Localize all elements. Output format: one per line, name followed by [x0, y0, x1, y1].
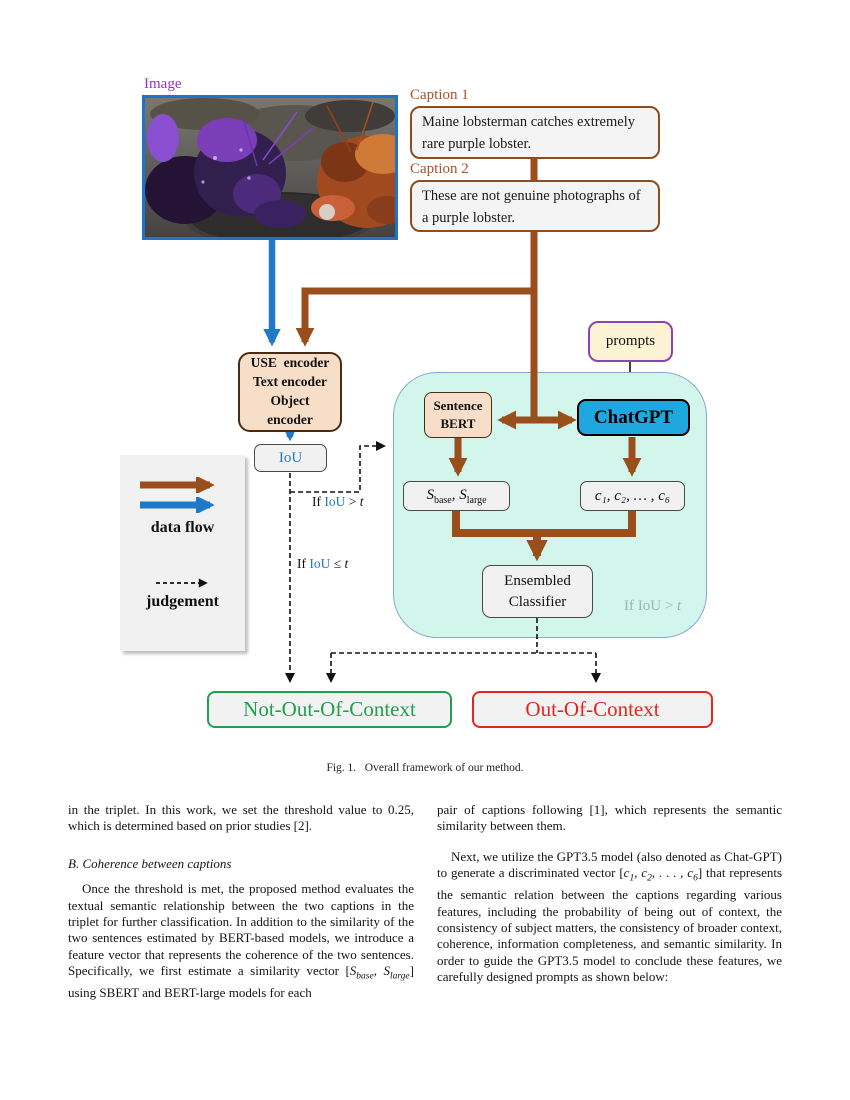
- similarity-vector-box: [403, 481, 510, 511]
- encoder-box: [238, 352, 342, 432]
- paragraph: Next, we utilize the GPT3.5 model (also denoted as Chat-GPT) to generate a discriminated vector [$c_1$, $c_2$, . . . , $c_6$] that represents the semantic relation between the captions regarding various features, including the probability of being out of context, the consistency of subject matters, the consistency of broader context, coherence, information completeness, and semantic similarity. In order to guide the GPT3.5 model to conclude these features, we carefully designed prompts as shown below:: [437, 848, 783, 985]
- section-heading: B. Coherence between captions: [68, 855, 232, 871]
- caption1-text: Maine lobsterman catches extremely rare purple lobster.: [422, 114, 635, 152]
- lobster-photo: [142, 95, 398, 240]
- caption1-label: Caption 1: [410, 87, 469, 103]
- encoder-line: USE encoder: [250, 355, 330, 371]
- caption2-label: Caption 2: [410, 161, 469, 177]
- paragraph: in the triplet. In this work, we set the threshold value to 0.25, which is determined based on prior studies [2].: [68, 802, 414, 834]
- not-ooc-text: Not-Out-Of-Context: [243, 697, 416, 721]
- cond-iou-le-label: If IoU ≤ t: [297, 556, 349, 571]
- out-of-context-box: [472, 691, 713, 728]
- svec-text: $S_{base}$, $S_{large}$: [426, 486, 487, 506]
- iou-text: IoU: [278, 449, 303, 466]
- lobster-photo-art: [145, 98, 395, 237]
- prompts-box: [588, 321, 673, 362]
- legend-judgement-label: judgement: [146, 593, 219, 610]
- caption2-box: [410, 180, 660, 232]
- caption1-box: [410, 106, 660, 159]
- cond-iou-gt-label: If IoU > t: [312, 494, 364, 509]
- ensembled-line2: Classifier: [508, 593, 567, 610]
- sentence-bert-box: [424, 392, 492, 438]
- sentence-bert-line2: BERT: [440, 416, 476, 431]
- chatgpt-box: [577, 399, 690, 436]
- paragraph: pair of captions following [1], which represents the semantic similarity between them.: [437, 802, 782, 834]
- encoder-line: encoder: [267, 411, 313, 427]
- legend-box: [120, 455, 245, 651]
- body-column-left: [68, 802, 414, 1002]
- figure-caption: Fig. 1. Overall framework of our method.: [326, 762, 524, 774]
- legend-data-flow-label: data flow: [150, 519, 215, 536]
- ensembled-classifier-box: [482, 565, 593, 618]
- iou-box: [254, 444, 327, 472]
- encoder-line: Object: [270, 393, 310, 408]
- ensembled-line1: Ensembled: [504, 573, 571, 590]
- c-vector-box: [580, 481, 685, 511]
- caption2-text: These are not genuine photographs of a purple lobster.: [422, 188, 641, 226]
- chatgpt-text: ChatGPT: [593, 406, 674, 428]
- ooc-text: Out-Of-Context: [525, 697, 660, 721]
- sentence-bert-line1: Sentence: [433, 398, 483, 414]
- paragraph: Once the threshold is met, the proposed method evaluates the textual semantic relationship between the two captions in the triplet for further classification. In addition to the similarity of the two sentences estimated by BERT-based models, we introduce a feature vector that represents the coherence of the two sentences. Specifically, we first estimate a similarity vector [$S_{base}$, $S_{large}$] using SBERT and BERT-large models for each: [68, 881, 414, 1001]
- cond-iou-gt-gray-label: If IoU > t: [624, 598, 682, 614]
- cvec-text: c₁, c₂, … , c₆: [594, 487, 671, 504]
- arrow-captions-to-encoder: [305, 291, 534, 342]
- not-out-of-context-box: [207, 691, 452, 728]
- legend-blue-arrow: [134, 497, 232, 513]
- body-column-right: [437, 802, 782, 986]
- legend-dashed-arrow: [134, 577, 232, 589]
- image-label: Image: [144, 76, 182, 92]
- prompts-text: prompts: [605, 333, 656, 349]
- legend-brown-arrow: [134, 477, 232, 493]
- encoder-line: Text encoder: [252, 374, 328, 390]
